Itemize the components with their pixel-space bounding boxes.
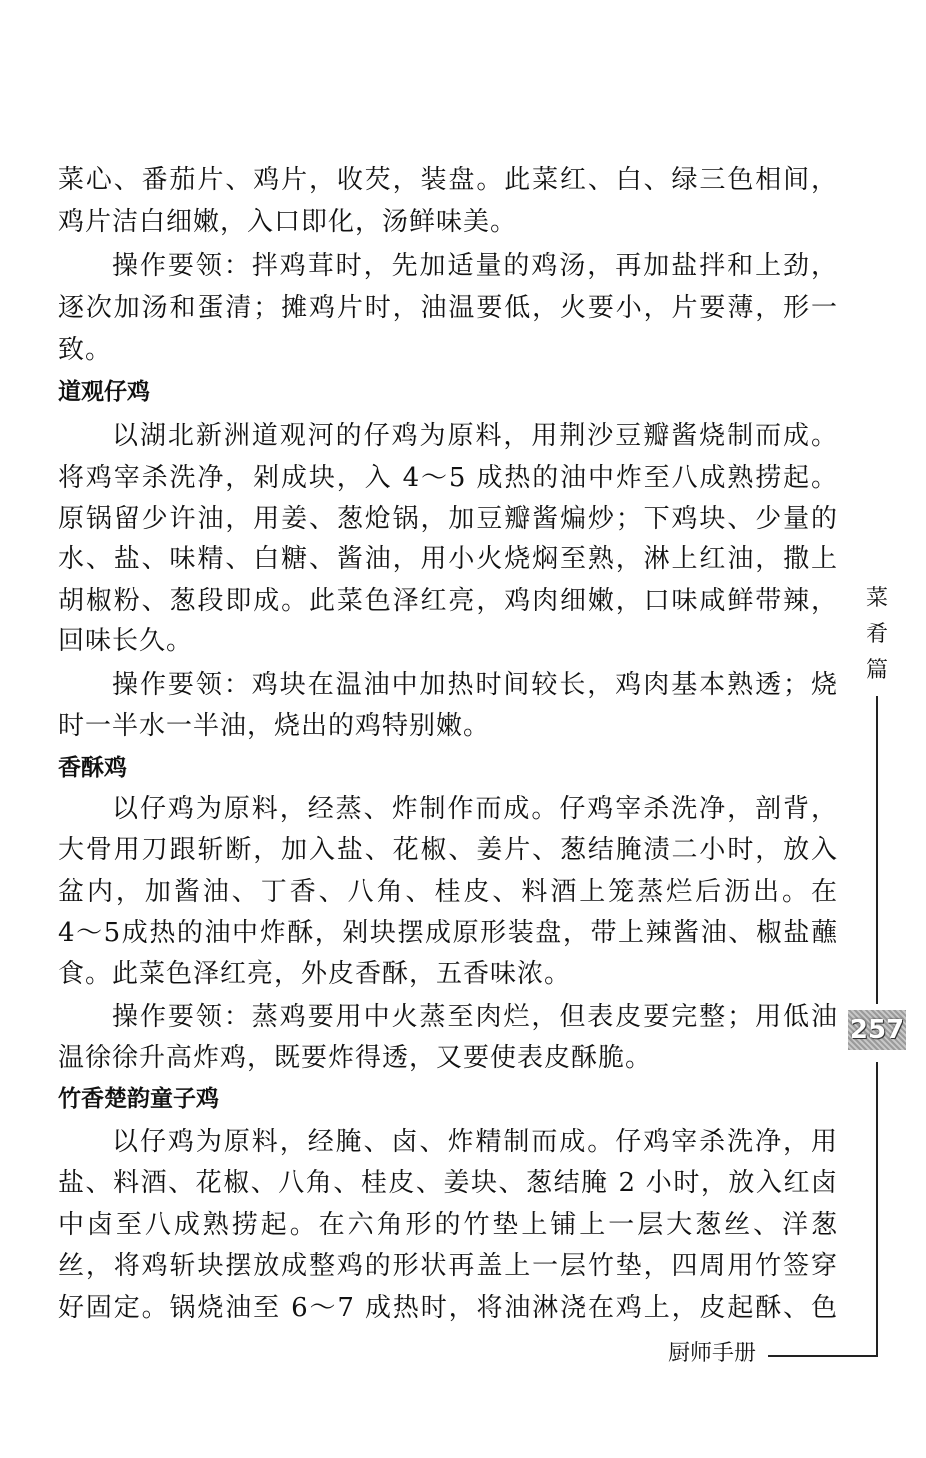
body-line: 将鸡宰杀洗净，剁成块，入 4～5 成热的油中炸至八成熟捞起。 — [58, 463, 838, 493]
body-line: 致。 — [58, 335, 113, 365]
tip-line: 操作要领：蒸鸡要用中火蒸至肉烂，但表皮要完整；用低油 — [112, 1002, 838, 1032]
footer-rule — [768, 1355, 878, 1357]
body-line: 原锅留少许油，用姜、葱炝锅，加豆瓣酱煸炒；下鸡块、少量的 — [58, 504, 838, 534]
tip-line: 温徐徐升高炸鸡，既要炸得透，又要使表皮酥脆。 — [58, 1043, 653, 1073]
body-line: 丝，将鸡斩块摆放成整鸡的形状再盖上一层竹垫，四周用竹签穿 — [58, 1251, 838, 1281]
body-line: 4～5成热的油中炸酥，剁块摆成原形装盘，带上辣酱油、椒盐蘸 — [58, 918, 838, 948]
tip-line: 时一半水一半油，烧出的鸡特别嫩。 — [58, 711, 491, 741]
body-line: 食。此菜色泽红亮，外皮香酥，五香味浓。 — [58, 959, 572, 989]
body-line: 水、盐、味精、白糖、酱油，用小火烧焖至熟，淋上红油，撒上 — [58, 544, 838, 574]
body-line: 盐、料酒、花椒、八角、桂皮、姜块、葱结腌 2 小时，放入红卤 — [58, 1168, 838, 1198]
body-line: 回味长久。 — [58, 626, 194, 656]
body-line: 盆内，加酱油、丁香、八角、桂皮、料酒上笼蒸烂后沥出。在 — [58, 877, 838, 907]
dish-title: 香酥鸡 — [58, 755, 127, 781]
page-number: 257 — [848, 1010, 906, 1050]
side-rule-lower — [876, 1062, 878, 1356]
body-line: 大骨用刀跟斩断，加入盐、花椒、姜片、葱结腌渍二小时，放入 — [58, 835, 838, 865]
tip-line: 操作要领：鸡块在温油中加热时间较长，鸡肉基本熟透；烧 — [112, 670, 838, 700]
section-tab-char: 菜 — [865, 586, 888, 611]
body-line: 以湖北新洲道观河的仔鸡为原料，用荆沙豆瓣酱烧制而成。 — [112, 421, 838, 451]
body-line: 菜心、番茄片、鸡片，收芡，装盘。此菜红、白、绿三色相间， — [58, 165, 838, 195]
body-line: 逐次加汤和蛋清；摊鸡片时，油温要低，火要小，片要薄，形一 — [58, 293, 838, 323]
body-line: 好固定。锅烧油至 6～7 成热时，将油淋浇在鸡上，皮起酥、色 — [58, 1293, 838, 1323]
dish-title: 道观仔鸡 — [58, 379, 150, 405]
body-line: 操作要领：拌鸡茸时，先加适量的鸡汤，再加盐拌和上劲， — [112, 251, 838, 281]
section-tab-char: 肴 — [865, 622, 888, 647]
section-tab-char: 篇 — [865, 658, 888, 683]
body-line: 以仔鸡为原料，经蒸、炸制作而成。仔鸡宰杀洗净，剖背， — [112, 794, 838, 824]
body-line: 鸡片洁白细嫩，入口即化，汤鲜味美。 — [58, 207, 518, 237]
footer-book-title: 厨师手册 — [668, 1341, 757, 1366]
body-line: 胡椒粉、葱段即成。此菜色泽红亮，鸡肉细嫩，口味咸鲜带辣， — [58, 586, 838, 616]
dish-title: 竹香楚韵童子鸡 — [58, 1086, 219, 1112]
body-line: 中卤至八成熟捞起。在六角形的竹垫上铺上一层大葱丝、洋葱 — [58, 1210, 838, 1240]
body-line: 以仔鸡为原料，经腌、卤、炸精制而成。仔鸡宰杀洗净，用 — [112, 1127, 838, 1157]
side-rule-upper — [876, 696, 878, 1004]
